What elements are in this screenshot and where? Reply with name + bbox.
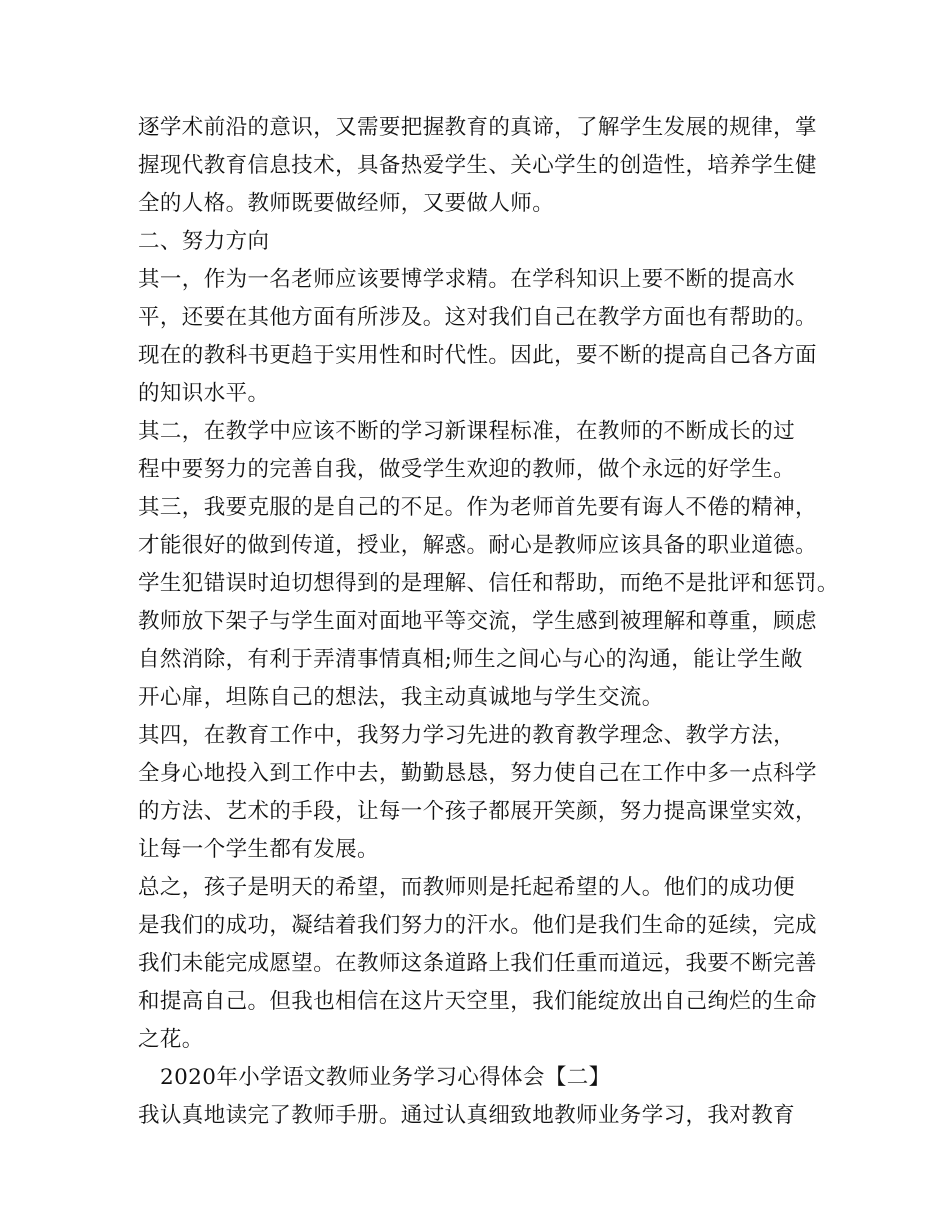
text-line: 其二，在教学中应该不断的学习新课程标准，在教师的不断成长的过 — [138, 419, 796, 444]
section-heading: 二、努力方向 — [138, 229, 270, 254]
text-line: 其一，作为一名老师应该要博学求精。在学科知识上要不断的提高水 — [138, 267, 796, 292]
text-line: 总之，孩子是明天的希望，而教师则是托起希望的人。他们的成功便 — [138, 875, 796, 900]
text-line: 现在的教科书更趋于实用性和时代性。因此，要不断的提高自己各方面 — [138, 343, 817, 368]
text-line: 让每一个学生都有发展。 — [138, 837, 379, 862]
text-line: 学生犯错误时迫切想得到的是理解、信任和帮助，而绝不是批评和惩罚。 — [138, 571, 839, 596]
text-line: 教师放下架子与学生面对面地平等交流，学生感到被理解和尊重，顾虑 — [138, 609, 817, 634]
text-line: 的知识水平。 — [138, 381, 270, 406]
text-line: 平，还要在其他方面有所涉及。这对我们自己在教学方面也有帮助的。 — [138, 305, 817, 330]
text-line: 自然消除，有利于弄清事情真相;师生之间心与心的沟通，能让学生敞 — [138, 647, 803, 672]
text-line: 的方法、艺术的手段，让每一个孩子都展开笑颜，努力提高课堂实效， — [138, 799, 817, 824]
text-line: 其四，在教育工作中，我努力学习先进的教育教学理念、教学方法， — [138, 723, 796, 748]
text-line: 其三，我要克服的是自己的不足。作为老师首先要有诲人不倦的精神， — [138, 495, 817, 520]
text-line: 我认真地读完了教师手册。通过认真细致地教师业务学习，我对教育 — [138, 1103, 796, 1128]
text-line: 我们未能完成愿望。在教师这条道路上我们任重而道远，我要不断完善 — [138, 951, 817, 976]
text-line: 是我们的成功，凝结着我们努力的汗水。他们是我们生命的延续，完成 — [138, 913, 817, 938]
text-line: 程中要努力的完善自我，做受学生欢迎的教师，做个永远的好学生。 — [138, 457, 796, 482]
text-line: 逐学术前沿的意识，又需要把握教育的真谛，了解学生发展的规律，掌 — [138, 115, 817, 140]
text-line: 握现代教育信息技术，具备热爱学生、关心学生的创造性，培养学生健 — [138, 153, 817, 178]
text-line: 全身心地投入到工作中去，勤勤恳恳，努力使自己在工作中多一点科学 — [138, 761, 817, 786]
text-line: 开心扉，坦陈自己的想法，我主动真诚地与学生交流。 — [138, 685, 664, 710]
article-subtitle: 2020年小学语文教师业务学习心得体会【二】 — [160, 1065, 611, 1090]
text-line: 才能很好的做到传道，授业，解惑。耐心是教师应该具备的职业道德。 — [138, 533, 817, 558]
text-line: 之花。 — [138, 1027, 204, 1052]
text-line: 全的人格。教师既要做经师，又要做人师。 — [138, 191, 555, 216]
text-line: 和提高自己。但我也相信在这片天空里，我们能绽放出自己绚烂的生命 — [138, 989, 817, 1014]
